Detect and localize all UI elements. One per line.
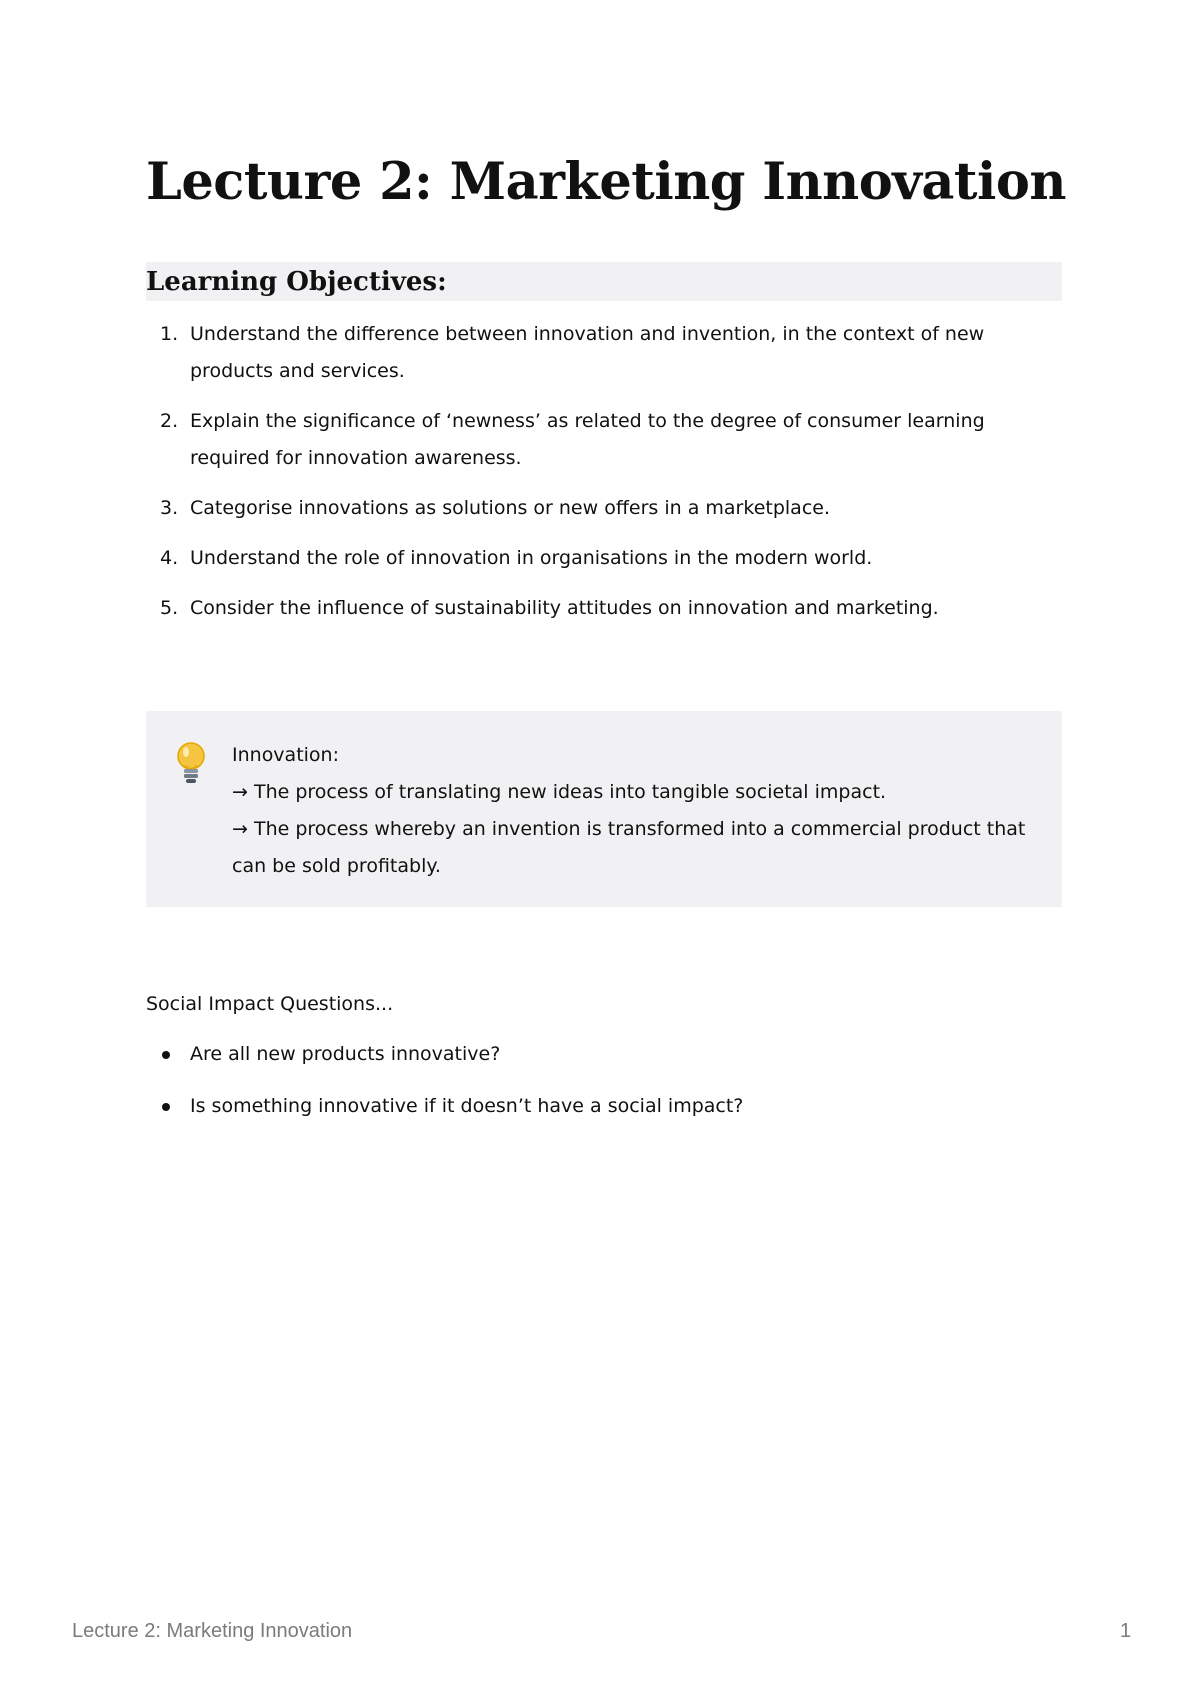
page-title: Lecture 2: Marketing Innovation [146,152,1066,212]
objective-number: 3. [160,497,179,519]
learning-objectives-heading: Learning Objectives: [146,267,447,297]
question-item [146,1088,743,1125]
bullet-dot [162,1103,170,1111]
objective-text: Explain the significance of ‘newness’ as related to the degree of consumer learning required for innovation awareness. [190,410,985,469]
footer-title: Lecture 2: Marketing Innovation [72,1620,353,1642]
question-text: Are all new products innovative? [190,1043,501,1065]
objective-item [146,540,1026,577]
objective-number: 5. [160,597,179,619]
social-impact-heading: Social Impact Questions... [146,993,394,1015]
objective-text: Understand the difference between innovation and invention, in the context of new products and services. [190,323,985,382]
objective-item [146,490,1026,527]
lightbulb-icon [174,741,208,785]
learning-objectives-list [146,316,1026,640]
question-text: Is something innovative if it doesn’t have a social impact? [190,1095,744,1117]
objective-item [146,590,1026,627]
footer-page-number: 1 [1120,1620,1132,1642]
objective-item [146,316,1026,390]
objective-number: 1. [160,323,179,345]
social-impact-list [146,1036,743,1140]
objective-number: 4. [160,547,179,569]
callout-body [232,737,1032,885]
objective-text: Categorise innovations as solutions or new offers in a marketplace. [190,497,830,519]
innovation-callout [146,711,1062,907]
callout-line: → The process whereby an invention is transformed into a commercial product that can be sold profitably. [232,818,1026,877]
callout-line: → The process of translating new ideas into tangible societal impact. [232,781,887,803]
objective-text: Understand the role of innovation in organisations in the modern world. [190,547,873,569]
bullet-dot [162,1051,170,1059]
objective-item [146,403,1026,477]
callout-title: Innovation: [232,744,339,766]
objective-number: 2. [160,410,179,432]
objective-text: Consider the influence of sustainability attitudes on innovation and marketing. [190,597,939,619]
question-item [146,1036,743,1073]
